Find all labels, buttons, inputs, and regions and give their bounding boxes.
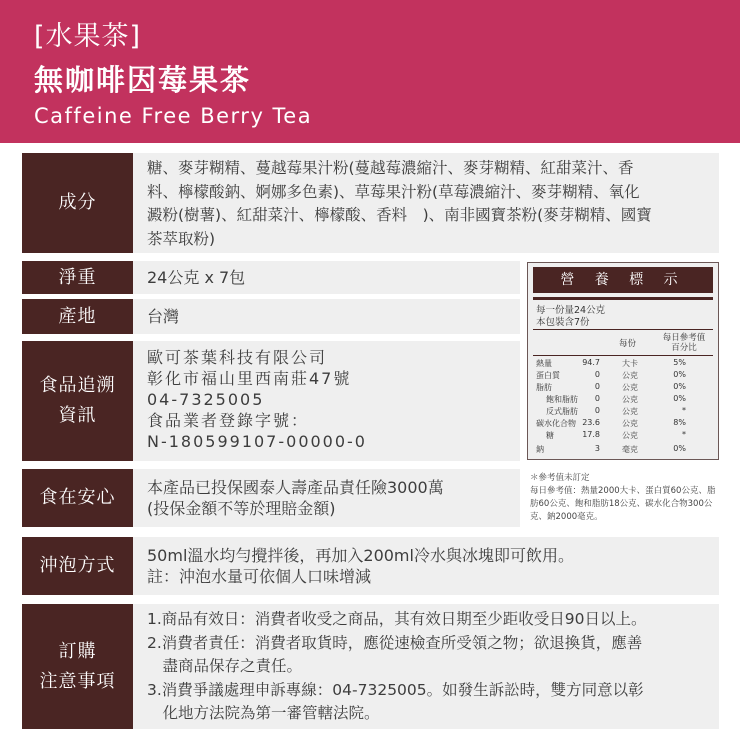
nutrient-daily-value: 0%: [673, 394, 686, 403]
nutrient-unit: 公克: [622, 371, 638, 380]
nutrient-name: 糖: [546, 431, 554, 440]
nutrition-divider: [533, 355, 713, 356]
category-label: [水果茶]: [34, 21, 142, 52]
nutrient-daily-value: 0%: [673, 382, 686, 391]
net-weight-value: 24公克 x 7包: [133, 261, 520, 294]
order-note-line: 2.消費者責任：消費者取貨時，應從速檢查所受領之物；欲退換貨，應善: [147, 633, 643, 652]
insurance-line: (投保金額不等於理賠金額): [147, 499, 336, 518]
servings-per-package: 本包裝含7份: [536, 317, 590, 328]
nutrient-amount: 94.7: [582, 358, 600, 367]
nutrition-divider: [533, 329, 713, 330]
insurance-value: [133, 469, 520, 527]
daily-value-header-line: 每日參考值: [662, 333, 706, 343]
company-address: 彰化市福山里西南莊47號: [147, 369, 352, 388]
company-name: 歐可茶葉科技有限公司: [147, 348, 328, 367]
nutrition-divider: [533, 297, 713, 300]
nutrient-amount: 0: [594, 370, 600, 379]
brewing-value: [133, 537, 719, 595]
nutrient-unit: 公克: [622, 407, 638, 416]
registration-number: N-180599107-00000-0: [147, 432, 367, 451]
origin-value: 台灣: [133, 299, 520, 334]
nutrition-row: [536, 444, 712, 456]
traceability-label: [22, 341, 133, 461]
product-english-name: Caffeine Free Berry Tea: [34, 104, 313, 128]
ingredients-line: 茶萃取粉): [147, 229, 216, 248]
ingredients-line: 糖、麥芽糊精、蔓越莓果汁粉(蔓越莓濃縮汁、麥芽糊精、紅甜菜汁、香: [147, 159, 634, 177]
nutrition-note-line: ＊參考值未訂定: [530, 473, 590, 483]
nutrient-daily-value: 0%: [673, 444, 686, 453]
nutrition-facts-panel: [527, 262, 719, 460]
order-notes-label: [22, 604, 133, 729]
ingredients-line: 澱粉(樹薯)、紅甜菜汁、檸檬酸、香料 )、南非國寶茶粉(麥芽糊精、國寶: [147, 206, 652, 224]
insurance-label-text: 食在安心: [39, 487, 116, 508]
nutrition-note-line: 每日參考值：熱量2000大卡、蛋白質60公克、脂: [530, 486, 716, 496]
nutrition-title: 營 養 標 示: [533, 267, 713, 293]
per-serving-header: 每份: [619, 339, 637, 349]
nutrient-amount: 0: [594, 406, 600, 415]
insurance-line: 本產品已投保國泰人壽產品責任險3000萬: [147, 478, 444, 497]
nutrition-row: [536, 358, 712, 370]
registration-label: 食品業者登錄字號：: [147, 411, 310, 430]
nutrient-name: 飽和脂肪: [546, 395, 578, 404]
order-note-line: 盡商品保存之責任。: [147, 657, 303, 675]
nutrient-unit: 公克: [622, 383, 638, 392]
brewing-label: [22, 537, 133, 595]
nutrient-daily-value: 5%: [673, 358, 686, 367]
order-note-line: 1.商品有效日：消費者收受之商品，其有效日期至少距收受日90日以上。: [147, 610, 647, 628]
ingredients-value: [133, 153, 719, 253]
daily-value-header: [656, 333, 712, 353]
nutrition-note-line: 克、鈉2000毫克。: [530, 512, 603, 522]
nutrient-name: 蛋白質: [536, 371, 560, 380]
origin-label: [22, 299, 133, 334]
nutrition-notes: [530, 472, 730, 524]
origin-label-text: 產地: [58, 305, 97, 327]
nutrient-daily-value: *: [682, 406, 686, 415]
daily-value-header-line: 百分比: [671, 343, 697, 353]
company-phone: 04-7325005: [147, 390, 265, 409]
order-notes-label-line: 注意事項: [39, 670, 116, 692]
order-note-line: 化地方法院為第一審管轄法院。: [147, 704, 380, 722]
nutrient-name: 碳水化合物: [536, 419, 576, 428]
nutrient-daily-value: 8%: [673, 418, 686, 427]
nutrition-note-line: 肪60公克、飽和脂肪18公克、碳水化合物300公: [530, 499, 713, 509]
nutrient-unit: 公克: [622, 431, 638, 440]
brewing-label-text: 沖泡方式: [39, 555, 116, 576]
net-weight-label: [22, 261, 133, 294]
product-title: 無咖啡因莓果茶: [34, 63, 252, 97]
nutrition-row: [536, 406, 712, 418]
ingredients-line: 料、檸檬酸鈉、婀娜多色素)、草莓果汁粉(草莓濃縮汁、麥芽糊精、氧化: [147, 182, 640, 201]
ingredients-label-text: 成分: [58, 192, 97, 213]
nutrient-daily-value: *: [682, 430, 686, 439]
nutrition-row: [536, 370, 712, 382]
nutrient-amount: 3: [594, 444, 600, 453]
traceability-label-line: 食品追溯: [39, 375, 116, 396]
nutrient-name: 反式脂肪: [546, 407, 578, 416]
nutrient-unit: 毫克: [622, 445, 638, 454]
order-note-line: 3.消費爭議處理申訴專線：04-7325005。如發生訴訟時，雙方同意以彰: [147, 680, 644, 699]
brewing-line: 50ml溫水均勻攪拌後，再加入200ml冷水與冰塊即可飲用。: [147, 546, 574, 565]
header-banner: [0, 0, 740, 143]
nutrition-row: [536, 382, 712, 394]
serving-size: 每一份量24公克: [536, 305, 606, 316]
nutrient-unit: 公克: [622, 395, 638, 404]
nutrient-name: 熱量: [536, 359, 552, 368]
nutrition-row: [536, 394, 712, 406]
nutrient-unit: 大卡: [622, 359, 638, 368]
nutrient-name: 脂肪: [536, 383, 552, 392]
nutrient-daily-value: 0%: [673, 370, 686, 379]
brewing-line: 註：沖泡水量可依個人口味增減: [147, 567, 372, 586]
nutrient-unit: 公克: [622, 419, 638, 428]
nutrient-amount: 0: [594, 394, 600, 403]
nutrition-row: [536, 418, 712, 430]
traceability-value: [133, 341, 520, 461]
nutrient-name: 鈉: [536, 445, 544, 454]
nutrition-row: [536, 430, 712, 442]
order-notes-label-line: 訂購: [58, 640, 97, 662]
ingredients-label: [22, 153, 133, 253]
nutrient-amount: 23.6: [582, 418, 600, 427]
nutrient-amount: 0: [594, 382, 600, 391]
nutrient-amount: 17.8: [582, 430, 600, 439]
traceability-label-line: 資訊: [58, 405, 97, 426]
net-weight-label-text: 淨重: [58, 266, 97, 288]
insurance-label: [22, 469, 133, 527]
order-notes-value: [133, 604, 719, 729]
